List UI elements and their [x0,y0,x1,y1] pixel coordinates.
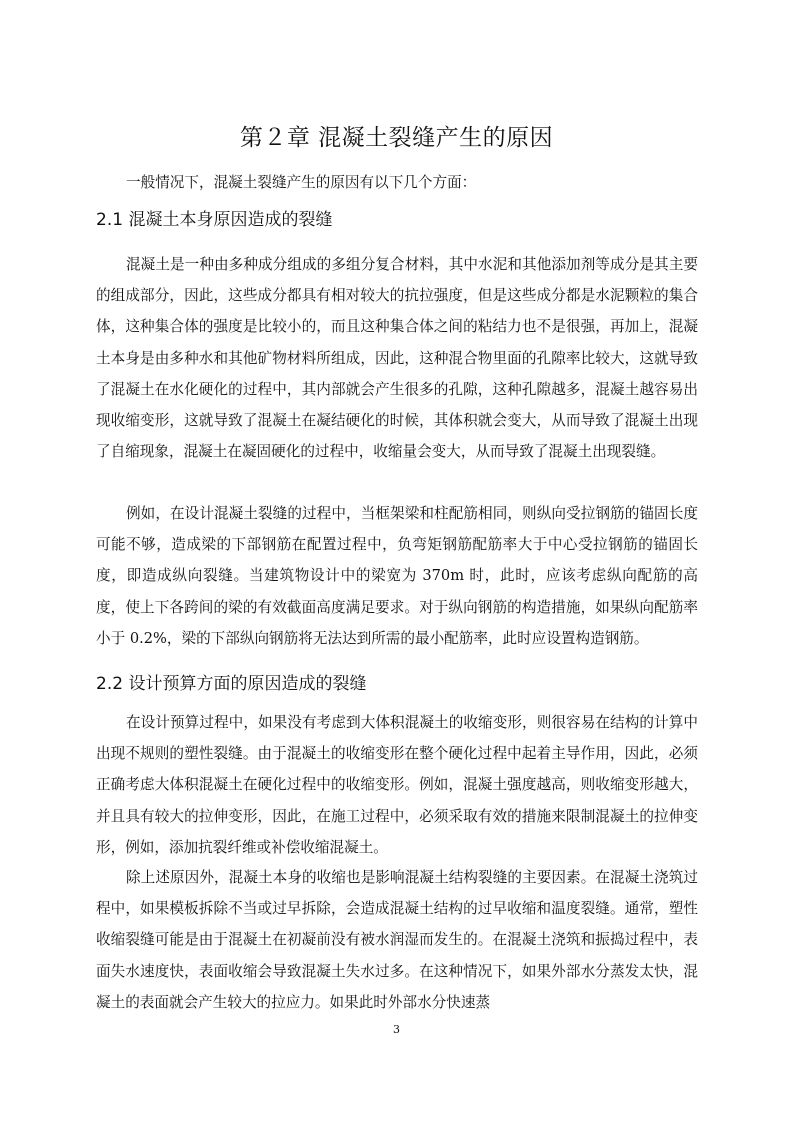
page-number: 3 [393,1023,400,1036]
section-2-1-heading: 2.1 混凝土本身原因造成的裂缝 [96,210,333,230]
intro-paragraph: 一般情况下，混凝土裂缝产生的原因有以下几个方面： [126,174,477,191]
chapter-title: 第２章 混凝土裂缝产生的原因 [239,125,554,151]
section-2-1-paragraph-2: 例如，在设计混凝土裂缝的过程中，当框架梁和柱配筋相同，则纵向受拉钢筋的锚固长度可能不够，造成梁的下部钢筋在配置过程中，负弯矩钢筋配筋率大于中心受拉钢筋的锚固长度，即造成纵向裂缝。当建筑物设计中的梁宽为 370m 时，此时，应该考虑纵向配筋的高度，使上下各跨间的梁的有效截面高度满足要求。对于纵向钢筋的构造措施，如果纵向配筋率小于 0.2%，梁的下部纵向钢筋将无法达到所需的最小配筋率，此时应设置构造钢筋。 [96,505,698,647]
section-2-2-paragraph-2: 除上述原因外，混凝土本身的收缩也是影响混凝土结构裂缝的主要因素。在混凝土浇筑过程中，如果模板拆除不当或过早拆除，会造成混凝土结构的过早收缩和温度裂缝。通常，塑性收缩裂缝可能是由于混凝土在初凝前没有被水润湿而发生的。在混凝土浇筑和振捣过程中，表面失水速度快，表面收缩会导致混凝土失水过多。在这种情况下，如果外部水分蒸发太快，混凝土的表面就会产生较大的拉应力。如果此时外部水分快速蒸 [96,869,698,1011]
section-2-1-paragraph-1: 混凝土是一种由多种成分组成的多组分复合材料，其中水泥和其他添加剂等成分是其主要的组成部分，因此，这些成分都具有相对较大的抗拉强度，但是这些成分都是水泥颗粒的集合体，这种集合体的强度是比较小的，而且这种集合体之间的粘结力也不是很强，再加上，混凝土本身是由多种水和其他矿物材料所组成，因此，这种混合物里面的孔隙率比较大，这就导致了混凝土在水化硬化的过程中，其内部就会产生很多的孔隙，这种孔隙越多，混凝土越容易出现收缩变形，这就导致了混凝土在凝结硬化的时候，其体积就会变大，从而导致了混凝土出现了自缩现象，混凝土在凝固硬化的过程中，收缩量会变大，从而导致了混凝土出现裂缝。 [96,256,698,461]
section-2-2-paragraph-1: 在设计预算过程中，如果没有考虑到大体积混凝土的收缩变形，则很容易在结构的计算中出现不规则的塑性裂缝。由于混凝土的收缩变形在整个硬化过程中起着主导作用，因此，必须正确考虑大体积混凝土在硬化过程中的收缩变形。例如，混凝土强度越高，则收缩变形越大，并且具有较大的拉伸变形，因此，在施工过程中，必须采取有效的措施来限制混凝土的拉伸变形，例如，添加抗裂纤维或补偿收缩混凝土。 [96,714,698,856]
section-2-2-heading: 2.2 设计预算方面的原因造成的裂缝 [96,674,367,694]
